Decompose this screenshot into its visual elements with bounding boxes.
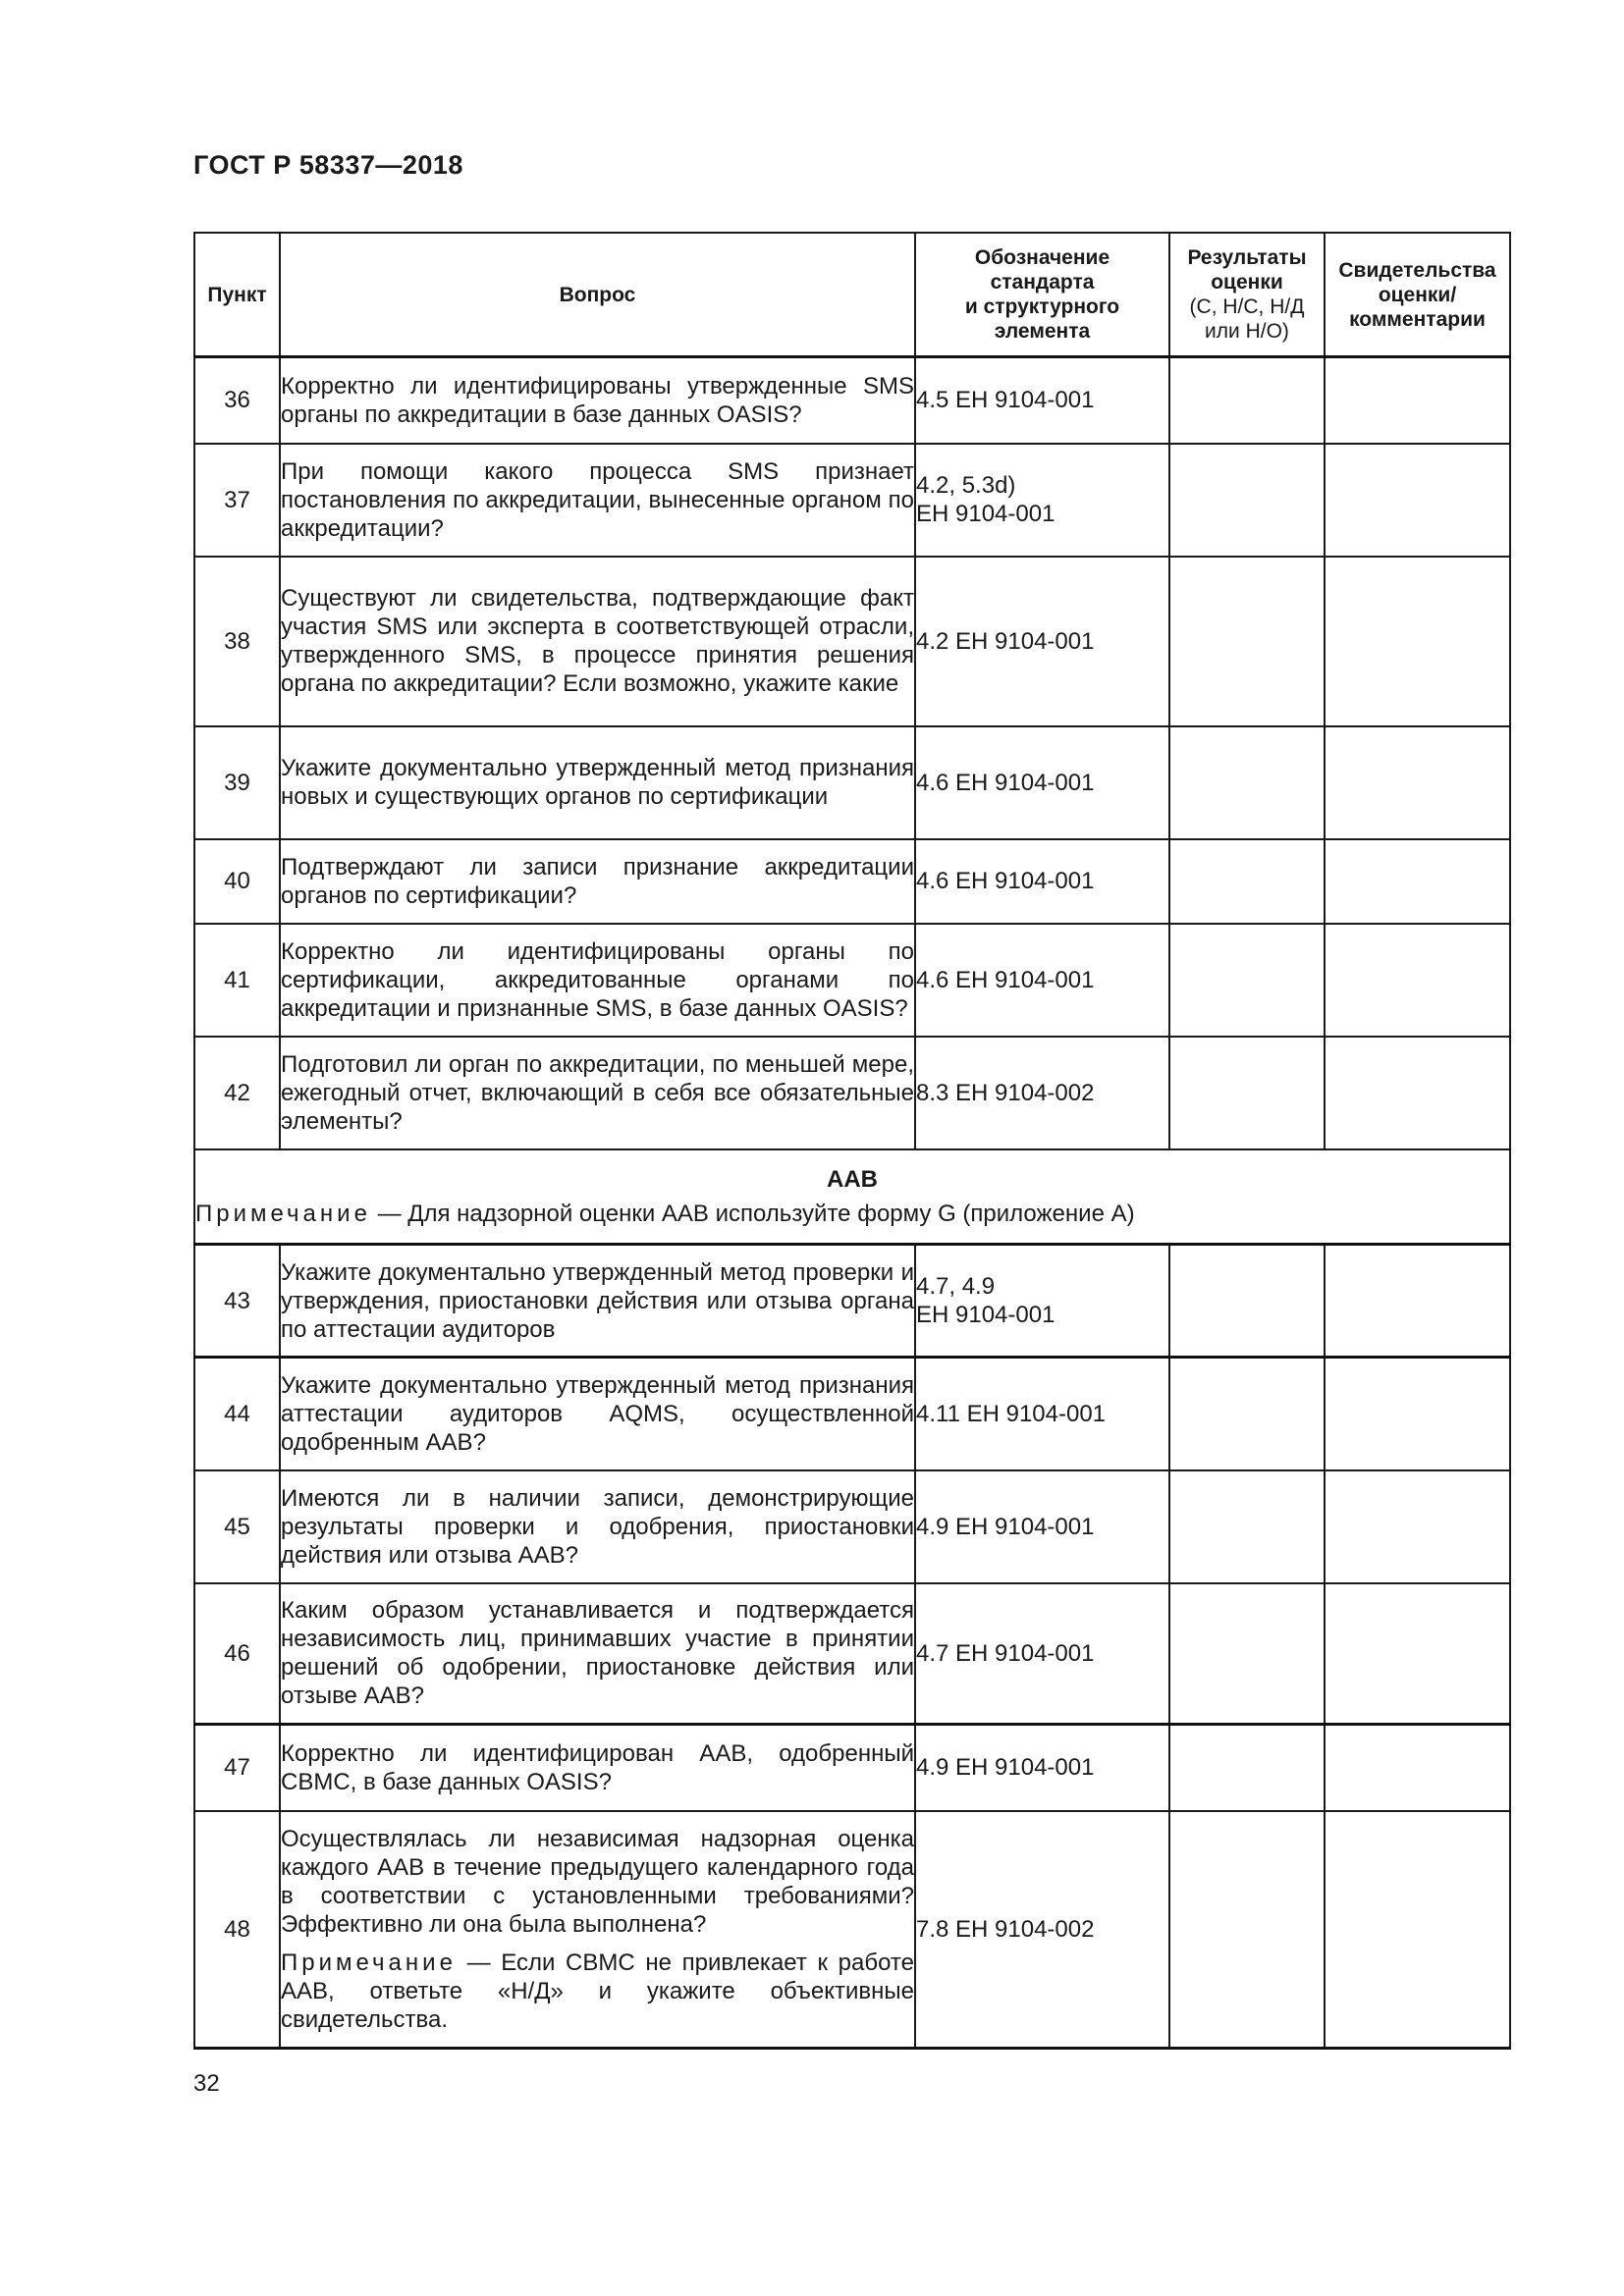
ref-line: 4.6 ЕН 9104-001	[916, 868, 1095, 894]
column-header-evidence	[1325, 233, 1510, 357]
standard-ref	[915, 357, 1169, 444]
standard-ref	[915, 444, 1169, 557]
table-row	[194, 1725, 1510, 1811]
item-number: 38	[194, 557, 280, 726]
section-cell	[194, 1149, 1510, 1245]
ref-line: ЕН 9104-001	[916, 501, 1056, 527]
ref-line: 4.9 ЕН 9104-001	[916, 1513, 1095, 1540]
ref-line: 7.8 ЕН 9104-002	[916, 1915, 1095, 1943]
question-text: Подготовил ли орган по аккредитации, по меньшей мере, ежегодный отчет, включающий в себя все обязательные элементы?	[280, 1037, 915, 1149]
table-row	[194, 1811, 1510, 2049]
table-header-row	[194, 233, 1510, 357]
standard-ref	[915, 726, 1169, 839]
question-text: Существуют ли свидетельства, подтверждающие факт участия SMS или эксперта в соответствующей отрасли, утвержденного SMS, в процессе принятия решения органа по аккредитации? Если возможно, укажите какие	[280, 557, 915, 726]
item-number: 36	[194, 357, 280, 444]
question-text: При помощи какого процесса SMS признает постановления по аккредитации, вынесенные органом по аккредитации?	[280, 444, 915, 557]
item-number: 45	[194, 1470, 280, 1583]
question-text: Укажите документально утвержденный метод признания аттестации аудиторов AQMS, осуществленной одобренным AAB?	[280, 1358, 915, 1470]
result-cell[interactable]	[1169, 1811, 1325, 2049]
header-line: стандарта	[990, 271, 1095, 294]
table-row	[194, 1245, 1510, 1358]
header-line: Обозначение	[974, 246, 1110, 269]
standard-ref	[915, 1037, 1169, 1149]
result-cell[interactable]	[1169, 357, 1325, 444]
standard-ref	[915, 1358, 1169, 1470]
header-line: элемента	[994, 320, 1091, 343]
header-line: Свидетельства	[1338, 258, 1496, 282]
result-cell[interactable]	[1169, 1358, 1325, 1470]
column-header-standard-ref	[915, 233, 1169, 357]
table-row	[194, 1470, 1510, 1583]
result-cell[interactable]	[1169, 1470, 1325, 1583]
standard-ref	[915, 1583, 1169, 1725]
evidence-cell[interactable]	[1325, 924, 1510, 1037]
evidence-cell[interactable]	[1325, 357, 1510, 444]
standard-ref	[915, 924, 1169, 1037]
item-number: 48	[194, 1811, 280, 2049]
ref-line: 4.6 ЕН 9104-001	[916, 769, 1095, 796]
result-cell[interactable]	[1169, 839, 1325, 924]
section-title: AAB	[827, 1165, 878, 1193]
result-cell[interactable]	[1169, 444, 1325, 557]
evidence-cell[interactable]	[1325, 1358, 1510, 1470]
page-number: 32	[193, 2070, 220, 2097]
table-row	[194, 924, 1510, 1037]
standard-ref	[915, 1725, 1169, 1811]
standard-ref	[915, 557, 1169, 726]
header-line: Результаты	[1187, 246, 1307, 269]
ref-line: 8.3 ЕН 9104-002	[916, 1079, 1095, 1106]
ref-line: 4.7, 4.9	[916, 1273, 996, 1300]
standard-ref	[915, 1470, 1169, 1583]
evidence-cell[interactable]	[1325, 839, 1510, 924]
table-row	[194, 1037, 1510, 1149]
result-cell[interactable]	[1169, 924, 1325, 1037]
item-number: 47	[194, 1725, 280, 1811]
table-row	[194, 839, 1510, 924]
standard-ref	[915, 1245, 1169, 1358]
table-row	[194, 357, 1510, 444]
ref-line: 4.7 ЕН 9104-001	[916, 1639, 1095, 1667]
header-line: (С, Н/С, Н/Д	[1189, 295, 1305, 318]
ref-line: ЕН 9104-001	[916, 1302, 1056, 1328]
note-text: — Если СВМС не привлекает к работе AAB, ответьте «Н/Д» и укажите объективные свидетельства.	[281, 1949, 914, 2033]
column-header-results	[1169, 233, 1325, 357]
table-row	[194, 557, 1510, 726]
item-number: 42	[194, 1037, 280, 1149]
question-text: Подтверждают ли записи признание аккредитации органов по сертификации?	[280, 839, 915, 924]
question-text: Корректно ли идентифицированы органы по сертификации, аккредитованные органами по аккредитации и признанные SMS, в базе данных OASIS?	[280, 924, 915, 1037]
ref-line: 4.2 ЕН 9104-001	[916, 627, 1095, 655]
evidence-cell[interactable]	[1325, 444, 1510, 557]
result-cell[interactable]	[1169, 1037, 1325, 1149]
column-header-question: Вопрос	[280, 233, 915, 357]
question-text	[280, 1811, 915, 2049]
question-text: Укажите документально утвержденный метод признания новых и существующих органов по сертификации	[280, 726, 915, 839]
item-number: 41	[194, 924, 280, 1037]
question-note	[281, 1949, 914, 2034]
evidence-cell[interactable]	[1325, 1245, 1510, 1358]
item-number: 44	[194, 1358, 280, 1470]
ref-line: 4.5 ЕН 9104-001	[916, 387, 1095, 414]
evidence-cell[interactable]	[1325, 1725, 1510, 1811]
question-text: Укажите документально утвержденный метод проверки и утверждения, приостановки действия или отзыва органа по аттестации аудиторов	[280, 1245, 915, 1358]
header-line: оценки	[1211, 271, 1283, 294]
question-text: Каким образом устанавливается и подтверждается независимость лиц, принимавших участие в принятии решений об одобрении, приостановке действия или отзыве AAB?	[280, 1583, 915, 1725]
item-number: 46	[194, 1583, 280, 1725]
column-header-item: Пункт	[194, 233, 280, 357]
item-number: 37	[194, 444, 280, 557]
ref-line: 4.9 ЕН 9104-001	[916, 1754, 1095, 1782]
document-title: ГОСТ Р 58337—2018	[193, 150, 463, 180]
item-number: 39	[194, 726, 280, 839]
evidence-cell[interactable]	[1325, 726, 1510, 839]
table-row	[194, 726, 1510, 839]
ref-line: 4.2, 5.3d)	[916, 472, 1016, 499]
question-text: Имеются ли в наличии записи, демонстрирующие результаты проверки и одобрения, приостановки действия или отзыва AAB?	[280, 1470, 915, 1583]
checklist-table	[193, 232, 1511, 2050]
evidence-cell[interactable]	[1325, 1583, 1510, 1725]
ref-line: 4.6 ЕН 9104-001	[916, 966, 1095, 993]
table-row	[194, 1583, 1510, 1725]
header-line: или Н/О)	[1205, 320, 1289, 343]
table-row	[194, 1358, 1510, 1470]
header-line: комментарии	[1349, 307, 1486, 331]
result-cell[interactable]	[1169, 1245, 1325, 1358]
result-cell[interactable]	[1169, 557, 1325, 726]
standard-ref	[915, 1811, 1169, 2049]
standard-ref	[915, 839, 1169, 924]
section-row	[194, 1149, 1510, 1245]
table-row	[194, 444, 1510, 557]
result-cell[interactable]	[1169, 1725, 1325, 1811]
question-text: Корректно ли идентифицированы утвержденные SMS органы по аккредитации в базе данных OASIS?	[280, 357, 915, 444]
note-label: Примечание	[281, 1949, 457, 1976]
header-line: оценки/	[1378, 283, 1457, 306]
note-label: Примечание	[195, 1200, 371, 1227]
item-number: 43	[194, 1245, 280, 1358]
header-line: и структурного	[964, 295, 1120, 318]
evidence-cell[interactable]	[1325, 557, 1510, 726]
ref-line: 4.11 ЕН 9104-001	[916, 1400, 1107, 1427]
question-text: Корректно ли идентифицирован AAB, одобренный СВМС, в базе данных OASIS?	[280, 1725, 915, 1811]
question-body: Осуществлялась ли независимая надзорная оценка каждого AAB в течение предыдущего календарного года в соответствии с установленными требованиями? Эффективно ли она была выполнена?	[281, 1825, 914, 1938]
evidence-cell[interactable]	[1325, 1811, 1510, 2049]
evidence-cell[interactable]	[1325, 1037, 1510, 1149]
result-cell[interactable]	[1169, 726, 1325, 839]
evidence-cell[interactable]	[1325, 1470, 1510, 1583]
note-text: — Для надзорной оценки AAB используйте форму G (приложение А)	[370, 1200, 1135, 1227]
result-cell[interactable]	[1169, 1583, 1325, 1725]
item-number: 40	[194, 839, 280, 924]
